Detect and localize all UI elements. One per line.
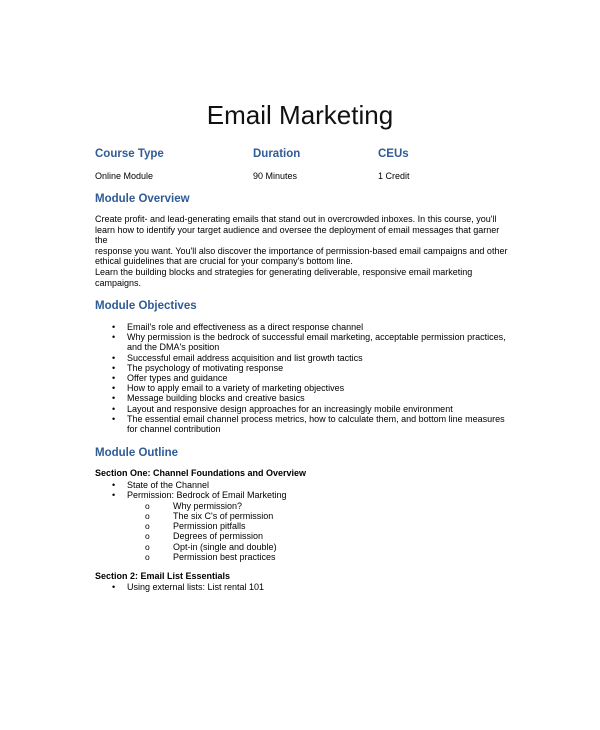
text-line: campaigns. (95, 277, 142, 288)
list-item: • The psychology of motivating response (95, 363, 515, 373)
sublist-item: o Degrees of permission (127, 531, 515, 541)
text-line: learn how to identify your target audience and oversee the deployment of email messages that garner the (95, 224, 500, 245)
sublist-item: o Permission pitfalls (127, 521, 515, 531)
meta-value: 1 Credit (378, 171, 410, 181)
list-item: • Using external lists: List rental 101 (95, 582, 515, 592)
list-item: • Successful email address acquisition and list growth tactics (95, 353, 515, 363)
list-item: • Layout and responsive design approaches for an increasingly mobile environment (95, 404, 515, 414)
sublist-item: o Permission best practices (127, 552, 515, 562)
sublist-item: o Opt-in (single and double) (127, 542, 515, 552)
list-item: • State of the Channel (95, 480, 515, 490)
list-item: • Permission: Bedrock of Email Marketing o Why permission? o The six C's of permission o Permission pitfalls o Degrees of permission o Opt-in (single and double) o Permission best practices (95, 490, 515, 562)
text-line: response you want. You'll also discover the importance of permission-based email campaigns and other (95, 245, 508, 256)
overview-paragraph-2 (95, 267, 510, 288)
text-line: Learn the building blocks and strategies for generating deliverable, responsive email marketing (95, 267, 473, 277)
meta-duration (253, 148, 300, 181)
overview-heading: Module Overview (95, 193, 190, 205)
course-meta-table (95, 148, 515, 193)
list-item: • Message building blocks and creative basics (95, 393, 515, 403)
document-title: Email Marketing (206, 100, 394, 130)
list-item: • Email's role and effectiveness as a direct response channel (95, 322, 515, 332)
meta-course-type (95, 148, 164, 181)
list-item: • How to apply email to a variety of marketing objectives (95, 383, 515, 393)
section-two-list (95, 582, 515, 592)
meta-ceus (378, 148, 410, 181)
sublist-item: o Why permission? (127, 501, 515, 511)
objectives-list (95, 322, 515, 434)
text-line: ethical guidelines that are crucial for your company's bottom line. (95, 256, 353, 266)
list-item: • Offer types and guidance (95, 373, 515, 383)
text-line: Create profit- and lead-generating emails that stand out in overcrowded inboxes. In this course, you'll (95, 214, 497, 224)
meta-header: CEUs (378, 148, 409, 160)
overview-paragraph-1 (95, 214, 510, 267)
objectives-heading: Module Objectives (95, 300, 197, 312)
sublist-item: o The six C's of permission (127, 511, 515, 521)
permission-sublist (127, 501, 515, 563)
meta-value: 90 Minutes (253, 171, 298, 181)
outline-heading: Module Outline (95, 447, 179, 459)
meta-header: Duration (253, 148, 301, 160)
section-one-list (95, 480, 515, 562)
meta-header: Course Type (95, 148, 164, 160)
meta-value: Online Module (95, 171, 154, 181)
section-two-title: Section 2: Email List Essentials (95, 571, 231, 581)
section-one-title: Section One: Channel Foundations and Overview (95, 468, 307, 478)
list-item: • Why permission is the bedrock of successful email marketing, acceptable permission practices, and the DMA's position (95, 332, 515, 352)
list-item: • The essential email channel process metrics, how to calculate them, and bottom line measures for channel contribution (95, 414, 515, 434)
